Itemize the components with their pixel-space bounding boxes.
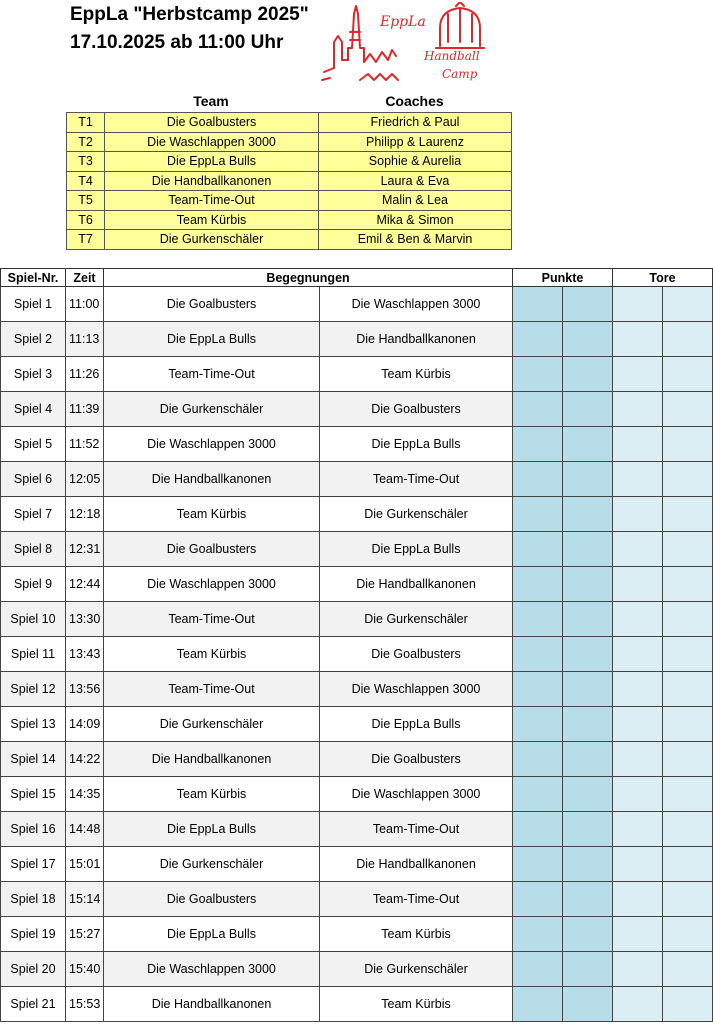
match-home-team-cell: Die Goalbusters	[104, 882, 320, 917]
teams-table	[66, 112, 512, 250]
goals-home-cell[interactable]	[613, 357, 663, 392]
match-away-team-cell: Team Kürbis	[320, 987, 513, 1022]
goals-away-cell[interactable]	[663, 672, 713, 707]
match-away-team-cell: Die Goalbusters	[320, 637, 513, 672]
goals-home-cell[interactable]	[613, 602, 663, 637]
goals-away-cell[interactable]	[663, 602, 713, 637]
match-time-cell: 14:48	[66, 812, 104, 847]
match-number-cell: Spiel 12	[1, 672, 66, 707]
match-home-team-cell: Die Waschlappen 3000	[104, 567, 320, 602]
team-row	[67, 132, 512, 152]
match-home-team-cell: Team Kürbis	[104, 497, 320, 532]
goals-home-cell[interactable]	[613, 777, 663, 812]
points-home-cell[interactable]	[513, 707, 563, 742]
team-id-cell: T2	[67, 132, 105, 152]
team-row	[67, 230, 512, 250]
match-number-cell: Spiel 3	[1, 357, 66, 392]
match-home-team-cell: Die Waschlappen 3000	[104, 952, 320, 987]
match-row	[1, 672, 713, 707]
points-away-cell[interactable]	[563, 392, 613, 427]
team-coaches-cell: Friedrich & Paul	[319, 113, 512, 133]
eppla-handball-camp-logo	[320, 2, 500, 86]
match-home-team-cell: Team-Time-Out	[104, 357, 320, 392]
goals-home-cell[interactable]	[613, 567, 663, 602]
points-away-cell[interactable]	[563, 287, 613, 322]
match-away-team-cell: Team Kürbis	[320, 917, 513, 952]
logo-text-camp: Camp	[442, 67, 478, 81]
match-row	[1, 427, 713, 462]
match-number-cell: Spiel 5	[1, 427, 66, 462]
match-time-cell: 13:43	[66, 637, 104, 672]
points-away-cell[interactable]	[563, 952, 613, 987]
goals-away-cell[interactable]	[663, 952, 713, 987]
match-away-team-cell: Die Waschlappen 3000	[320, 287, 513, 322]
teams-header-team: Team	[193, 93, 229, 109]
logo-text-handball: Handball	[424, 49, 480, 63]
points-home-cell[interactable]	[513, 322, 563, 357]
goals-away-cell[interactable]	[663, 917, 713, 952]
match-away-team-cell: Die Goalbusters	[320, 392, 513, 427]
points-away-cell[interactable]	[563, 427, 613, 462]
points-home-cell[interactable]	[513, 637, 563, 672]
points-home-cell[interactable]	[513, 812, 563, 847]
team-name-cell: Die Gurkenschäler	[105, 230, 319, 250]
logo-text-eppla: EppLa	[380, 14, 426, 30]
points-home-cell[interactable]	[513, 392, 563, 427]
match-row	[1, 602, 713, 637]
goals-away-cell[interactable]	[663, 322, 713, 357]
match-time-cell: 14:22	[66, 742, 104, 777]
goals-away-cell[interactable]	[663, 812, 713, 847]
goals-home-cell[interactable]	[613, 847, 663, 882]
match-home-team-cell: Die Goalbusters	[104, 287, 320, 322]
match-time-cell: 15:01	[66, 847, 104, 882]
goals-home-cell[interactable]	[613, 917, 663, 952]
points-away-cell[interactable]	[563, 672, 613, 707]
page-subtitle: 17.10.2025 ab 11:00 Uhr	[70, 32, 284, 53]
match-away-team-cell: Die EppLa Bulls	[320, 427, 513, 462]
points-away-cell[interactable]	[563, 357, 613, 392]
match-away-team-cell: Die Waschlappen 3000	[320, 672, 513, 707]
points-home-cell[interactable]	[513, 847, 563, 882]
team-row	[67, 171, 512, 191]
team-row	[67, 191, 512, 211]
match-away-team-cell: Die Gurkenschäler	[320, 952, 513, 987]
match-row	[1, 322, 713, 357]
goals-away-cell[interactable]	[663, 427, 713, 462]
points-away-cell[interactable]	[563, 462, 613, 497]
team-id-cell: T4	[67, 171, 105, 191]
goals-home-cell[interactable]	[613, 462, 663, 497]
match-home-team-cell: Die Gurkenschäler	[104, 847, 320, 882]
match-time-cell: 12:31	[66, 532, 104, 567]
team-name-cell: Die Handballkanonen	[105, 171, 319, 191]
match-home-team-cell: Die Gurkenschäler	[104, 707, 320, 742]
match-home-team-cell: Team Kürbis	[104, 637, 320, 672]
match-row	[1, 952, 713, 987]
teams-header-coaches: Coaches	[385, 93, 444, 109]
match-home-team-cell: Team-Time-Out	[104, 602, 320, 637]
goals-home-cell[interactable]	[613, 882, 663, 917]
team-coaches-cell: Emil & Ben & Marvin	[319, 230, 512, 250]
match-away-team-cell: Team-Time-Out	[320, 812, 513, 847]
points-away-cell[interactable]	[563, 917, 613, 952]
match-home-team-cell: Die EppLa Bulls	[104, 812, 320, 847]
match-number-cell: Spiel 19	[1, 917, 66, 952]
goals-home-cell[interactable]	[613, 742, 663, 777]
team-id-cell: T5	[67, 191, 105, 211]
points-away-cell[interactable]	[563, 322, 613, 357]
points-home-cell[interactable]	[513, 602, 563, 637]
match-home-team-cell: Die Handballkanonen	[104, 987, 320, 1022]
match-time-cell: 12:18	[66, 497, 104, 532]
points-home-cell[interactable]	[513, 987, 563, 1022]
match-home-team-cell: Die Handballkanonen	[104, 462, 320, 497]
goals-home-cell[interactable]	[613, 497, 663, 532]
match-number-cell: Spiel 9	[1, 567, 66, 602]
col-header-punkte: Punkte	[513, 269, 613, 287]
match-time-cell: 14:35	[66, 777, 104, 812]
match-home-team-cell: Team-Time-Out	[104, 672, 320, 707]
match-time-cell: 13:56	[66, 672, 104, 707]
goals-away-cell[interactable]	[663, 567, 713, 602]
goals-away-cell[interactable]	[663, 777, 713, 812]
team-name-cell: Team-Time-Out	[105, 191, 319, 211]
match-home-team-cell: Die EppLa Bulls	[104, 917, 320, 952]
match-time-cell: 15:27	[66, 917, 104, 952]
points-home-cell[interactable]	[513, 287, 563, 322]
goals-away-cell[interactable]	[663, 287, 713, 322]
match-time-cell: 12:44	[66, 567, 104, 602]
match-row	[1, 777, 713, 812]
goals-home-cell[interactable]	[613, 707, 663, 742]
match-row	[1, 987, 713, 1022]
goals-away-cell[interactable]	[663, 392, 713, 427]
points-away-cell[interactable]	[563, 987, 613, 1022]
col-header-tore: Tore	[613, 269, 713, 287]
goals-away-cell[interactable]	[663, 707, 713, 742]
goals-home-cell[interactable]	[613, 987, 663, 1022]
points-home-cell[interactable]	[513, 462, 563, 497]
match-away-team-cell: Die Gurkenschäler	[320, 497, 513, 532]
points-away-cell[interactable]	[563, 812, 613, 847]
match-away-team-cell: Team Kürbis	[320, 357, 513, 392]
match-number-cell: Spiel 13	[1, 707, 66, 742]
match-time-cell: 11:52	[66, 427, 104, 462]
points-away-cell[interactable]	[563, 637, 613, 672]
team-coaches-cell: Laura & Eva	[319, 171, 512, 191]
match-home-team-cell: Die Waschlappen 3000	[104, 427, 320, 462]
team-row	[67, 152, 512, 172]
match-row	[1, 812, 713, 847]
match-number-cell: Spiel 21	[1, 987, 66, 1022]
team-coaches-cell: Sophie & Aurelia	[319, 152, 512, 172]
points-away-cell[interactable]	[563, 882, 613, 917]
match-row	[1, 917, 713, 952]
match-row	[1, 287, 713, 322]
match-away-team-cell: Die Goalbusters	[320, 742, 513, 777]
team-coaches-cell: Malin & Lea	[319, 191, 512, 211]
match-home-team-cell: Die Goalbusters	[104, 532, 320, 567]
team-coaches-cell: Mika & Simon	[319, 210, 512, 230]
match-away-team-cell: Team-Time-Out	[320, 882, 513, 917]
match-number-cell: Spiel 6	[1, 462, 66, 497]
goals-home-cell[interactable]	[613, 952, 663, 987]
match-home-team-cell: Die Handballkanonen	[104, 742, 320, 777]
goals-home-cell[interactable]	[613, 637, 663, 672]
match-time-cell: 14:09	[66, 707, 104, 742]
match-number-cell: Spiel 7	[1, 497, 66, 532]
match-time-cell: 15:14	[66, 882, 104, 917]
points-away-cell[interactable]	[563, 497, 613, 532]
goals-away-cell[interactable]	[663, 532, 713, 567]
points-away-cell[interactable]	[563, 567, 613, 602]
schedule-table	[0, 268, 713, 1022]
points-home-cell[interactable]	[513, 532, 563, 567]
points-home-cell[interactable]	[513, 777, 563, 812]
match-row	[1, 847, 713, 882]
points-home-cell[interactable]	[513, 567, 563, 602]
goals-away-cell[interactable]	[663, 497, 713, 532]
goals-away-cell[interactable]	[663, 742, 713, 777]
teams-table-header	[66, 93, 511, 111]
match-home-team-cell: Team Kürbis	[104, 777, 320, 812]
points-away-cell[interactable]	[563, 847, 613, 882]
points-home-cell[interactable]	[513, 952, 563, 987]
match-number-cell: Spiel 2	[1, 322, 66, 357]
match-away-team-cell: Die Handballkanonen	[320, 567, 513, 602]
goals-home-cell[interactable]	[613, 322, 663, 357]
goals-home-cell[interactable]	[613, 287, 663, 322]
goals-away-cell[interactable]	[663, 882, 713, 917]
points-home-cell[interactable]	[513, 672, 563, 707]
match-number-cell: Spiel 17	[1, 847, 66, 882]
match-time-cell: 13:30	[66, 602, 104, 637]
match-row	[1, 462, 713, 497]
page-title: EppLa "Herbstcamp 2025"	[70, 4, 309, 25]
match-number-cell: Spiel 16	[1, 812, 66, 847]
match-time-cell: 11:26	[66, 357, 104, 392]
match-number-cell: Spiel 14	[1, 742, 66, 777]
match-row	[1, 637, 713, 672]
points-home-cell[interactable]	[513, 427, 563, 462]
match-away-team-cell: Die EppLa Bulls	[320, 707, 513, 742]
match-number-cell: Spiel 15	[1, 777, 66, 812]
points-away-cell[interactable]	[563, 777, 613, 812]
match-time-cell: 11:13	[66, 322, 104, 357]
goals-away-cell[interactable]	[663, 357, 713, 392]
col-header-spiel-nr: Spiel-Nr.	[1, 269, 66, 287]
team-coaches-cell: Philipp & Laurenz	[319, 132, 512, 152]
team-id-cell: T3	[67, 152, 105, 172]
match-number-cell: Spiel 4	[1, 392, 66, 427]
match-away-team-cell: Die Handballkanonen	[320, 322, 513, 357]
team-name-cell: Die Waschlappen 3000	[105, 132, 319, 152]
match-away-team-cell: Die EppLa Bulls	[320, 532, 513, 567]
points-home-cell[interactable]	[513, 497, 563, 532]
points-home-cell[interactable]	[513, 742, 563, 777]
match-time-cell: 15:53	[66, 987, 104, 1022]
points-away-cell[interactable]	[563, 532, 613, 567]
team-row	[67, 210, 512, 230]
col-header-zeit: Zeit	[66, 269, 104, 287]
match-number-cell: Spiel 20	[1, 952, 66, 987]
match-number-cell: Spiel 18	[1, 882, 66, 917]
goals-home-cell[interactable]	[613, 812, 663, 847]
points-home-cell[interactable]	[513, 357, 563, 392]
match-row	[1, 707, 713, 742]
match-number-cell: Spiel 8	[1, 532, 66, 567]
goals-away-cell[interactable]	[663, 462, 713, 497]
goals-away-cell[interactable]	[663, 637, 713, 672]
match-time-cell: 12:05	[66, 462, 104, 497]
points-away-cell[interactable]	[563, 707, 613, 742]
match-row	[1, 497, 713, 532]
match-row	[1, 567, 713, 602]
goals-home-cell[interactable]	[613, 532, 663, 567]
match-home-team-cell: Die Gurkenschäler	[104, 392, 320, 427]
match-row	[1, 882, 713, 917]
team-id-cell: T7	[67, 230, 105, 250]
match-away-team-cell: Die Waschlappen 3000	[320, 777, 513, 812]
points-away-cell[interactable]	[563, 602, 613, 637]
team-id-cell: T6	[67, 210, 105, 230]
goals-home-cell[interactable]	[613, 392, 663, 427]
goals-home-cell[interactable]	[613, 672, 663, 707]
team-id-cell: T1	[67, 113, 105, 133]
match-row	[1, 357, 713, 392]
match-row	[1, 392, 713, 427]
match-row	[1, 742, 713, 777]
match-number-cell: Spiel 1	[1, 287, 66, 322]
points-home-cell[interactable]	[513, 917, 563, 952]
team-name-cell: Die Goalbusters	[105, 113, 319, 133]
match-away-team-cell: Team-Time-Out	[320, 462, 513, 497]
goals-away-cell[interactable]	[663, 847, 713, 882]
points-away-cell[interactable]	[563, 742, 613, 777]
team-name-cell: Die EppLa Bulls	[105, 152, 319, 172]
match-time-cell: 11:39	[66, 392, 104, 427]
points-home-cell[interactable]	[513, 882, 563, 917]
goals-away-cell[interactable]	[663, 987, 713, 1022]
match-time-cell: 11:00	[66, 287, 104, 322]
team-row	[67, 113, 512, 133]
match-number-cell: Spiel 11	[1, 637, 66, 672]
match-away-team-cell: Die Gurkenschäler	[320, 602, 513, 637]
match-time-cell: 15:40	[66, 952, 104, 987]
match-home-team-cell: Die EppLa Bulls	[104, 322, 320, 357]
col-header-begegnungen: Begegnungen	[104, 269, 513, 287]
match-away-team-cell: Die Handballkanonen	[320, 847, 513, 882]
goals-home-cell[interactable]	[613, 427, 663, 462]
match-row	[1, 532, 713, 567]
match-number-cell: Spiel 10	[1, 602, 66, 637]
team-name-cell: Team Kürbis	[105, 210, 319, 230]
